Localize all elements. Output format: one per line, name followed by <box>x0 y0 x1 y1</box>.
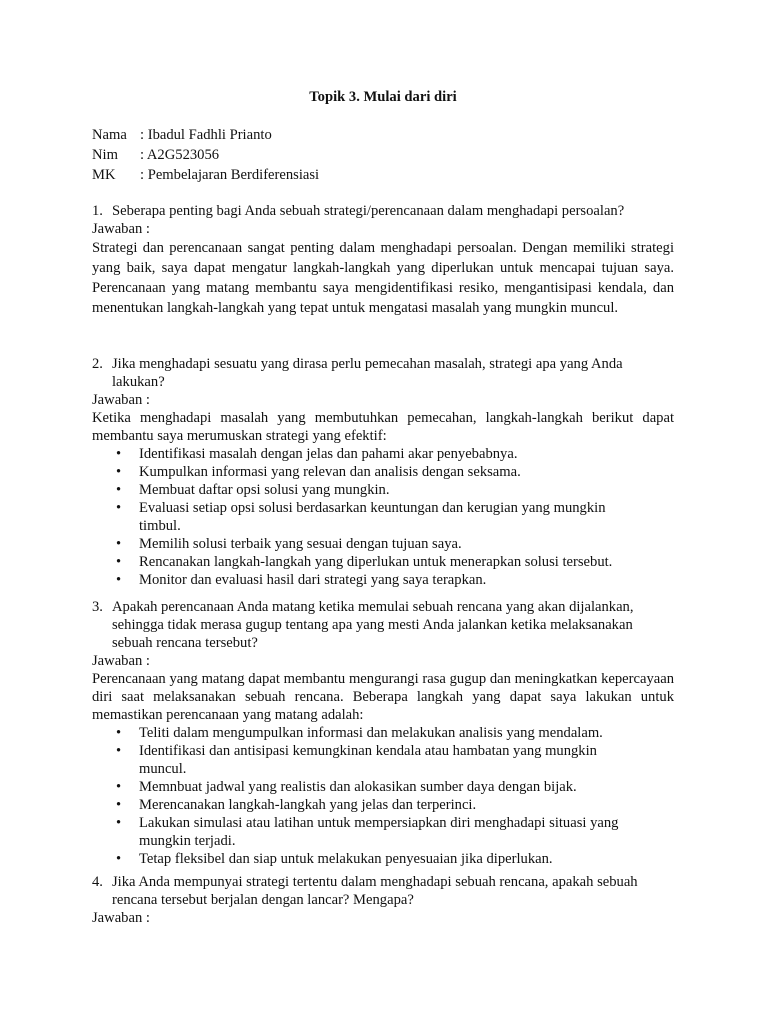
answer-label: Jawaban : <box>92 221 150 237</box>
list-item-text: Merencanakan langkah-langkah yang jelas dan terperinci. <box>139 797 477 813</box>
list-item-text: Memnbuat jadwal yang realistis dan alokasikan sumber daya dengan bijak. <box>139 779 577 795</box>
answer-label: Jawaban : <box>92 392 150 408</box>
list-item <box>92 778 674 796</box>
list-item <box>92 724 674 742</box>
bullet-icon: • <box>116 797 122 813</box>
bullet-icon: • <box>116 725 122 741</box>
identity-label: Nim <box>92 147 118 163</box>
list-item <box>92 481 674 499</box>
list-item <box>92 742 674 778</box>
identity-row-mk <box>92 166 319 186</box>
identity-block <box>92 126 319 186</box>
question-heading <box>92 202 674 220</box>
list-item-text: Identifikasi dan antisipasi kemungkinan kendala atau hambatan yang mungkin muncul. <box>139 743 597 777</box>
question-3 <box>92 598 674 868</box>
list-item-text: Rencanakan langkah-langkah yang diperlukan untuk menerapkan solusi tersebut. <box>139 554 613 570</box>
bullet-icon: • <box>116 446 122 462</box>
list-item-text: Evaluasi setiap opsi solusi berdasarkan keuntungan dan kerugian yang mungkin timbul. <box>139 500 606 534</box>
list-item-text: Teliti dalam mengumpulkan informasi dan melakukan analisis yang mendalam. <box>139 725 603 741</box>
list-item <box>92 571 674 589</box>
answer-label: Jawaban : <box>92 910 150 926</box>
bullet-icon: • <box>116 572 122 588</box>
bullet-icon: • <box>116 482 122 498</box>
bullet-icon: • <box>116 815 122 831</box>
list-item <box>92 535 674 553</box>
question-text: Jika Anda mempunyai strategi tertentu dalam menghadapi sebuah rencana, apakah sebuah rencana tersebut berjalan dengan lancar? Mengapa? <box>112 874 638 908</box>
list-item-text: Memilih solusi terbaik yang sesuai dengan tujuan saya. <box>139 536 462 552</box>
list-item-text: Identifikasi masalah dengan jelas dan pahami akar penyebabnya. <box>139 446 518 462</box>
bullet-icon: • <box>116 851 122 867</box>
list-item <box>92 814 674 850</box>
question-number: 4. <box>92 874 103 890</box>
list-item-text: Tetap fleksibel dan siap untuk melakukan penyesuaian jika diperlukan. <box>139 851 553 867</box>
identity-row-nim <box>92 146 319 166</box>
list-item <box>92 499 674 535</box>
bullet-icon: • <box>116 464 122 480</box>
list-item-text: Membuat daftar opsi solusi yang mungkin. <box>139 482 390 498</box>
list-item <box>92 463 674 481</box>
list-item-text: Monitor dan evaluasi hasil dari strategi yang saya terapkan. <box>139 572 487 588</box>
question-number: 1. <box>92 203 103 219</box>
question-number: 2. <box>92 356 103 372</box>
answer-bullet-list <box>92 445 674 589</box>
question-number: 3. <box>92 599 103 615</box>
question-text: Jika menghadapi sesuatu yang dirasa perlu pemecahan masalah, strategi apa yang Anda lakukan? <box>112 356 623 390</box>
list-item-text: Kumpulkan informasi yang relevan dan analisis dengan seksama. <box>139 464 521 480</box>
question-heading <box>92 598 674 652</box>
question-heading <box>92 355 674 391</box>
list-item <box>92 796 674 814</box>
identity-label: Nama <box>92 127 127 143</box>
answer-paragraph: Perencanaan yang matang dapat membantu mengurangi rasa gugup dan meningkatkan kepercayaan diri saat melaksanakan sebuah rencana. Beberapa langkah yang dapat saya lakukan untuk memastikan perencanaan yang matang adalah: <box>92 671 674 723</box>
bullet-icon: • <box>116 554 122 570</box>
bullet-icon: • <box>116 779 122 795</box>
answer-bullet-list <box>92 724 674 868</box>
question-heading <box>92 873 674 909</box>
identity-value: : Ibadul Fadhli Prianto <box>140 127 272 143</box>
list-item <box>92 445 674 463</box>
document-title: Topik 3. Mulai dari diri <box>309 89 457 105</box>
list-item-text: Lakukan simulasi atau latihan untuk mempersiapkan diri menghadapi situasi yang mungkin terjadi. <box>139 815 619 849</box>
answer-paragraph: Strategi dan perencanaan sangat penting dalam menghadapi persoalan. Dengan memiliki strategi yang baik, saya dapat mengatur langkah-langkah yang diperlukan untuk mencapai tujuan saya. Perencanaan yang matang membantu saya mengidentifikasi resiko, mengantisipasi kendala, dan menentukan langkah-langkah yang tepat untuk mengatasi masalah yang mungkin muncul. <box>92 240 674 316</box>
question-text: Apakah perencanaan Anda matang ketika memulai sebuah rencana yang akan dijalankan, sehingga tidak merasa gugup tentang apa yang mesti Anda jalankan ketika melaksanakan sebuah rencana tersebut? <box>112 599 634 651</box>
question-4 <box>92 873 674 927</box>
list-item <box>92 850 674 868</box>
identity-value: : Pembelajaran Berdiferensiasi <box>140 167 320 183</box>
list-item <box>92 553 674 571</box>
identity-value: : A2G523056 <box>140 147 220 163</box>
bullet-icon: • <box>116 536 122 552</box>
identity-row-name <box>92 126 319 146</box>
question-1 <box>92 202 674 318</box>
bullet-icon: • <box>116 500 122 516</box>
question-2 <box>92 355 674 589</box>
answer-label: Jawaban : <box>92 653 150 669</box>
answer-paragraph: Ketika menghadapi masalah yang membutuhkan pemecahan, langkah-langkah berikut dapat membantu saya merumuskan strategi yang efektif: <box>92 410 674 444</box>
identity-label: MK <box>92 167 116 183</box>
bullet-icon: • <box>116 743 122 759</box>
question-text: Seberapa penting bagi Anda sebuah strategi/perencanaan dalam menghadapi persoalan? <box>112 203 625 219</box>
